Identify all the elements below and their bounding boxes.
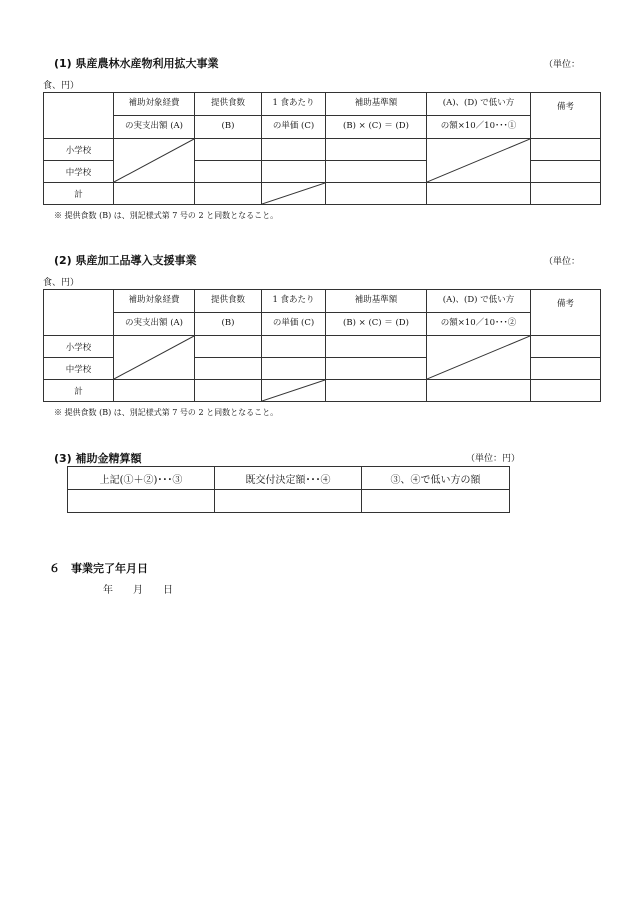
row-label-elementary: 小学校 bbox=[44, 139, 114, 161]
section1-unit-a: （単位： bbox=[544, 60, 581, 70]
cell bbox=[531, 380, 601, 402]
section2-unit-b: 食、円） bbox=[43, 278, 80, 288]
row-label-total: 計 bbox=[44, 380, 114, 402]
cell bbox=[262, 336, 326, 358]
cell bbox=[427, 380, 531, 402]
cell bbox=[195, 161, 262, 183]
cell bbox=[195, 139, 262, 161]
header-expense-l1: 補助対象経費 bbox=[114, 290, 195, 313]
header-blank bbox=[44, 93, 114, 139]
header-expense-l2: の実支出額 (A) bbox=[114, 116, 195, 139]
header-lower-l2: の額×10／10･･･① bbox=[427, 116, 531, 139]
header-standard-l2: (B) × (C) ＝ (D) bbox=[326, 313, 427, 336]
section1-table bbox=[43, 92, 601, 205]
header-meals-l1: 提供食数 bbox=[195, 93, 262, 116]
section2-title: (2) 県産加工品導入支援事業 bbox=[54, 254, 197, 267]
cell bbox=[531, 139, 601, 161]
header-standard-l2: (B) × (C) ＝ (D) bbox=[326, 116, 427, 139]
cell bbox=[326, 183, 427, 205]
header-standard-l1: 補助基準額 bbox=[326, 93, 427, 116]
header-unitprice-l1: 1 食あたり bbox=[262, 93, 326, 116]
row-label-elementary: 小学校 bbox=[44, 336, 114, 358]
header-remarks: 備考 bbox=[531, 290, 601, 336]
header-meals-l1: 提供食数 bbox=[195, 290, 262, 313]
diagonal-cell bbox=[427, 336, 531, 380]
header-expense-l1: 補助対象経費 bbox=[114, 93, 195, 116]
row-label-junior-high: 中学校 bbox=[44, 358, 114, 380]
cell bbox=[326, 336, 427, 358]
section6-title: ６ 事業完了年月日 bbox=[49, 562, 148, 575]
section2-note: ※ 提供食数 (B) は、別記様式第 7 号の 2 と同数となること。 bbox=[54, 408, 279, 417]
header-unitprice-l1: 1 食あたり bbox=[262, 290, 326, 313]
section1-note: ※ 提供食数 (B) は、別記様式第 7 号の 2 と同数となること。 bbox=[54, 211, 279, 220]
cell bbox=[114, 380, 195, 402]
cell bbox=[195, 380, 262, 402]
cell bbox=[215, 490, 362, 513]
diagonal-cell bbox=[262, 183, 326, 205]
cell bbox=[326, 161, 427, 183]
header-issued-4: 既交付決定額･･･④ bbox=[215, 467, 362, 490]
header-blank bbox=[44, 290, 114, 336]
header-unitprice-l2: の単価 (C) bbox=[262, 116, 326, 139]
completion-date: 年 月 日 bbox=[103, 585, 173, 596]
header-meals-l2: (B) bbox=[195, 313, 262, 336]
section3-title: (3) 補助金精算額 bbox=[54, 452, 142, 465]
header-meals-l2: (B) bbox=[195, 116, 262, 139]
row-label-total: 計 bbox=[44, 183, 114, 205]
header-lower-l1: (A)、(D) で低い方 bbox=[427, 290, 531, 313]
cell bbox=[531, 161, 601, 183]
cell bbox=[262, 161, 326, 183]
cell bbox=[362, 490, 510, 513]
section2-unit-a: （単位： bbox=[544, 257, 581, 267]
cell bbox=[195, 358, 262, 380]
cell bbox=[195, 183, 262, 205]
header-expense-l2: の実支出額 (A) bbox=[114, 313, 195, 336]
section1-unit-b: 食、円） bbox=[43, 81, 80, 91]
cell bbox=[531, 358, 601, 380]
cell bbox=[531, 183, 601, 205]
cell bbox=[68, 490, 215, 513]
header-total-3: 上記(①＋②)･･･③ bbox=[68, 467, 215, 490]
section3-table bbox=[67, 466, 510, 513]
header-remarks: 備考 bbox=[531, 93, 601, 139]
header-lower-l1: (A)、(D) で低い方 bbox=[427, 93, 531, 116]
section3-unit: （単位：円） bbox=[466, 454, 521, 464]
cell bbox=[114, 183, 195, 205]
row-label-junior-high: 中学校 bbox=[44, 161, 114, 183]
diagonal-cell bbox=[427, 139, 531, 183]
header-unitprice-l2: の単価 (C) bbox=[262, 313, 326, 336]
cell bbox=[326, 358, 427, 380]
cell bbox=[427, 183, 531, 205]
cell bbox=[326, 139, 427, 161]
section1-title: (1) 県産農林水産物利用拡大事業 bbox=[54, 57, 219, 70]
header-standard-l1: 補助基準額 bbox=[326, 290, 427, 313]
cell bbox=[262, 139, 326, 161]
header-lower-amount: ③、④で低い方の額 bbox=[362, 467, 510, 490]
cell bbox=[326, 380, 427, 402]
section2-table bbox=[43, 289, 601, 402]
diagonal-cell bbox=[262, 380, 326, 402]
cell bbox=[195, 336, 262, 358]
diagonal-cell bbox=[114, 336, 195, 380]
diagonal-cell bbox=[114, 139, 195, 183]
cell bbox=[262, 358, 326, 380]
header-lower-l2: の額×10／10･･･② bbox=[427, 313, 531, 336]
cell bbox=[531, 336, 601, 358]
